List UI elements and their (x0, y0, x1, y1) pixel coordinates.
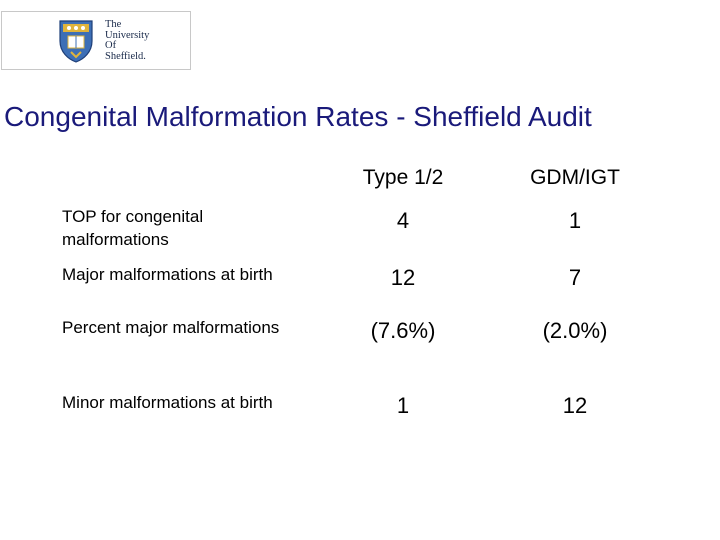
row-label-major: Major malformations at birth (62, 265, 273, 284)
cell-minor-type12: 1 (396, 393, 410, 418)
row-label-minor: Minor malformations at birth (62, 393, 273, 412)
cell-percent-type12: (7.6%) (370, 318, 436, 343)
cell-top-type12: 4 (396, 208, 410, 233)
university-crest-icon (58, 19, 94, 63)
logo-line-2: University (105, 29, 150, 41)
row-label-top: TOP for congenital malformations (62, 207, 204, 249)
university-logo (1, 11, 191, 70)
cell-major-type12: 12 (390, 265, 416, 290)
slide-title: Congenital Malformation Rates - Sheffield Audit (4, 101, 592, 132)
logo-line-4: Sheffield. (105, 50, 146, 62)
university-wordmark (105, 20, 149, 62)
column-header-gdm-igt: GDM/IGT (530, 166, 620, 189)
logo-line-3: Of (105, 40, 117, 51)
row-label-percent: Percent major malformations (62, 318, 280, 337)
column-header-type12: Type 1/2 (362, 166, 444, 189)
cell-percent-gdm: (2.0%) (542, 318, 608, 343)
cell-top-gdm: 1 (568, 208, 582, 233)
cell-major-gdm: 7 (568, 265, 582, 290)
logo-line-1: The (105, 19, 122, 30)
cell-minor-gdm: 12 (562, 393, 588, 418)
